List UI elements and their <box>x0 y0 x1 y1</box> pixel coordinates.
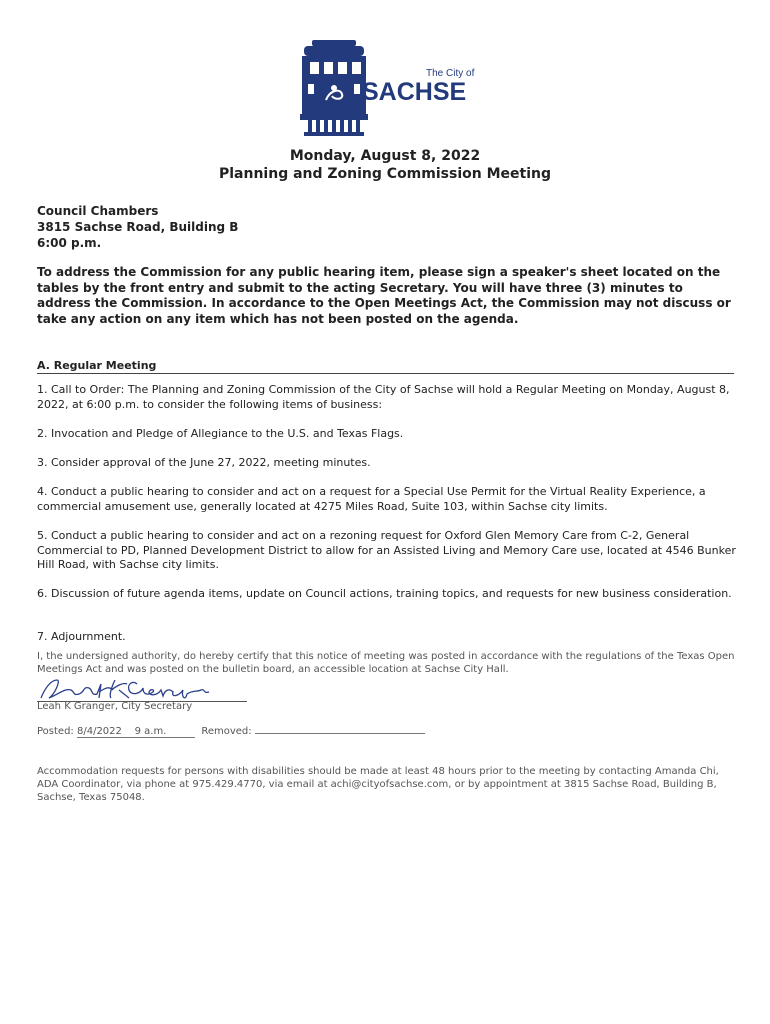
agenda-item: 4. Conduct a public hearing to consider and act on a request for a Special Use Permit for the Virtual Reality Experience, a commercial amusement use, generally located at 4275 Miles Road, Suite 103, within Sachse city limits. <box>37 485 706 513</box>
accommodation-text: Accommodation requests for persons with disabilities should be made at least 48 hours prior to the meeting by contacting Amanda Chi, ADA Coordinator, via phone at 975.429.4770, via email at achi@cityofsachse.com, or by appointment at 3815 Sachse Road, Building B, Sachse, Texas 75048. <box>37 766 719 803</box>
agenda-item: 1. Call to Order: The Planning and Zoning Commission of the City of Sachse will hold a Regular Meeting on Monday, August 8, 2022, at 6:00 p.m. to consider the following items of business: <box>37 383 730 411</box>
agenda-item: 5. Conduct a public hearing to consider and act on a rezoning request for Oxford Glen Memory Care from C-2, General Commercial to PD, Planned Development District to allow for an Assisted Living and Memory Care use, located at 4546 Bunker Hill Road, with Sachse city limits. <box>37 529 736 571</box>
logo-big-text: SACHSE <box>362 78 467 106</box>
agenda-item: 6. Discussion of future agenda items, update on Council actions, training topics, and requests for new business consideration. <box>37 587 732 600</box>
signer-name: Leah K Granger, City Secretary <box>37 701 193 712</box>
location-time: 6:00 p.m. <box>37 236 102 250</box>
removed-label: Removed: <box>201 726 252 737</box>
public-notice: To address the Commission for any public hearing item, please sign a speaker's sheet located on the tables by the front entry and submit to the acting Secretary. You will have three (3) minutes to address the Commission. In accordance to the Open Meetings Act, the Commission may not discuss or take any action on any item which has not been posted on the agenda. <box>37 265 731 326</box>
handwritten-signature-icon <box>37 674 252 702</box>
removed-value <box>255 733 425 734</box>
posting-info <box>37 726 425 738</box>
posted-label: Posted: <box>37 726 74 737</box>
section-heading: A. Regular Meeting <box>37 359 734 374</box>
posted-value-field <box>77 726 195 738</box>
posted-time: 9 a.m. <box>134 726 167 737</box>
agenda-item: 7. Adjournment. <box>37 630 126 643</box>
posted-date: 8/4/2022 <box>76 726 122 737</box>
city-logo <box>300 38 475 138</box>
meeting-date: Monday, August 8, 2022 <box>289 148 481 164</box>
meeting-title: Planning and Zoning Commission Meeting <box>218 166 551 182</box>
certification-text: I, the undersigned authority, do hereby certify that this notice of meeting was posted in accordance with the regulations of the Texas Open Meetings Act and was posted on the bulletin board, an accessible location at Sachse City Hall. <box>37 651 735 675</box>
location-room: Council Chambers <box>37 204 159 218</box>
agenda-item: 2. Invocation and Pledge of Allegiance to the U.S. and Texas Flags. <box>37 427 404 440</box>
agenda-item: 3. Consider approval of the June 27, 2022, meeting minutes. <box>37 456 371 469</box>
location-address: 3815 Sachse Road, Building B <box>37 220 239 234</box>
meeting-location <box>37 203 238 251</box>
logo-small-text: The City of <box>426 68 475 79</box>
trolley-logo-icon <box>300 38 475 138</box>
signature-block <box>37 674 252 702</box>
